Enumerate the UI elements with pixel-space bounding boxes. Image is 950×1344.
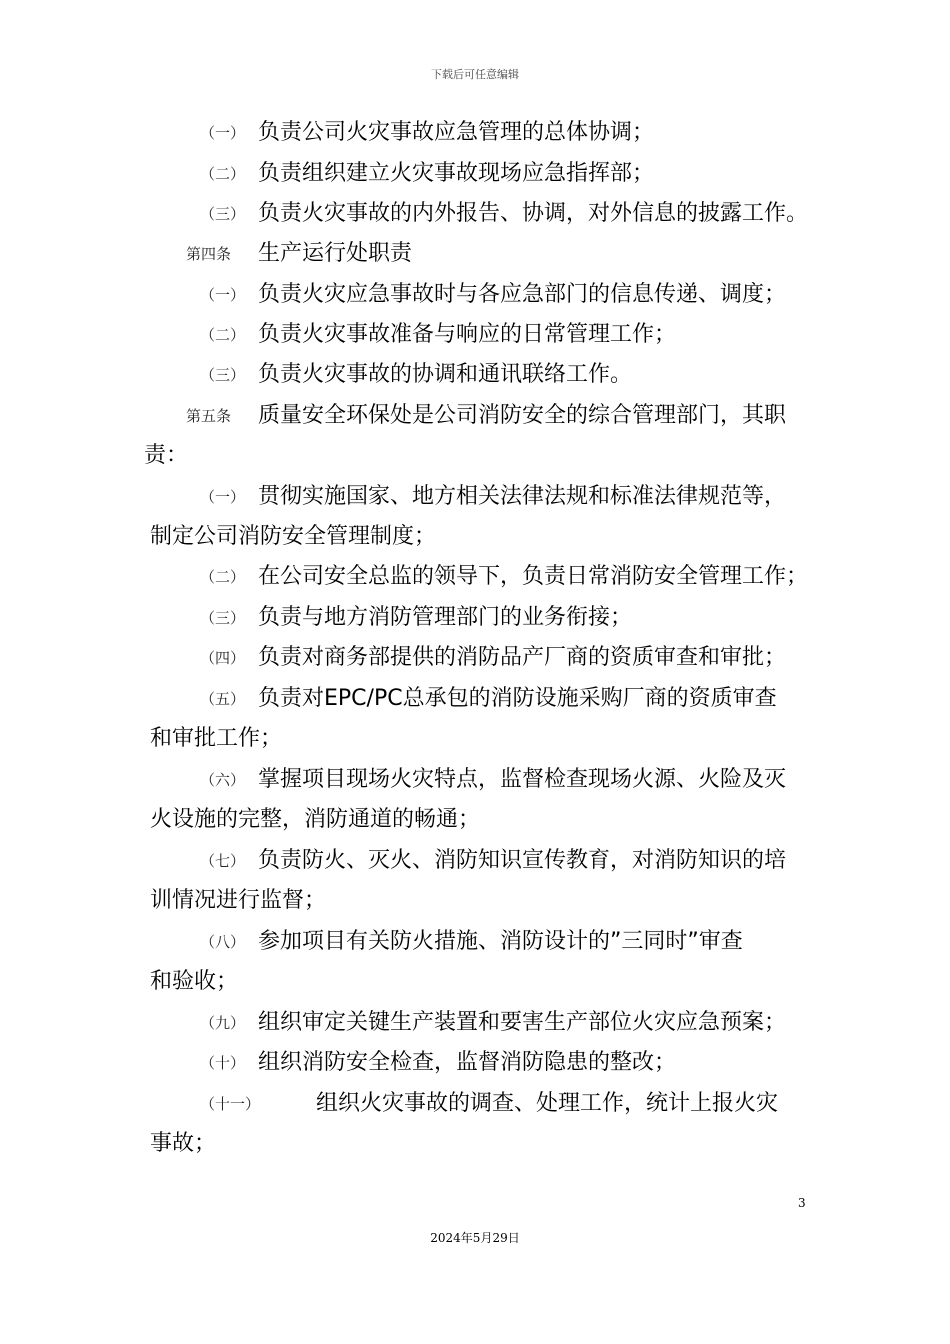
item-text: 训情况进行监督； xyxy=(150,888,327,913)
item-marker: （二） xyxy=(200,568,246,586)
item-text: 组织消防安全检查，监督消防隐患的整改； xyxy=(258,1050,677,1075)
item-text: 组织火灾事故的调查、处理工作，统计上报火灾 xyxy=(316,1091,779,1116)
article-marker: 第四条 xyxy=(186,245,232,263)
item-marker: （二） xyxy=(200,165,246,183)
article-text: 质量安全环保处是公司消防安全的综合管理部门，其职 xyxy=(258,403,787,428)
item-text: 负责火灾事故的内外报告、协调，对外信息的披露工作。 xyxy=(258,201,809,226)
item-marker: （四） xyxy=(200,649,246,667)
item-marker: （六） xyxy=(200,771,246,789)
item-text: 负责防火、灭火、消防知识宣传教育，对消防知识的培 xyxy=(258,848,787,873)
item-marker: （十一） xyxy=(200,1095,261,1113)
item-marker: （二） xyxy=(200,326,246,344)
article-title: 生产运行处职责 xyxy=(258,241,413,266)
item-text: 组织审定关键生产装置和要害生产部位火灾应急预案； xyxy=(258,1010,787,1035)
item-text: 负责与地方消防管理部门的业务衔接； xyxy=(258,605,633,630)
article-marker: 第五条 xyxy=(186,407,232,425)
item-text: 负责对商务部提供的消防品产厂商的资质审查和审批； xyxy=(258,645,787,670)
item-text: 在公司安全总监的领导下，负责日常消防安全管理工作； xyxy=(258,564,809,589)
item-marker: （一） xyxy=(200,488,246,506)
item-text: 负责公司火灾事故应急管理的总体协调； xyxy=(258,120,655,145)
item-marker: （一） xyxy=(200,286,246,304)
item-text: 负责火灾事故准备与响应的日常管理工作； xyxy=(258,322,677,347)
item-text: 负责火灾事故的协调和通讯联络工作。 xyxy=(258,362,633,387)
item-text: 负责组织建立火灾事故现场应急指挥部； xyxy=(258,161,655,186)
item-text: 事故； xyxy=(150,1131,217,1156)
item-marker: （八） xyxy=(200,933,246,951)
item-text: 责： xyxy=(144,443,189,468)
item-text: 制定公司消防安全管理制度； xyxy=(150,524,437,549)
item-text: 参加项目有关防火措施、消防设计的”三同时”审查 xyxy=(258,929,743,954)
item-text: 掌握项目现场火灾特点，监督检查现场火源、火险及灭 xyxy=(258,767,787,792)
item-text: 和验收； xyxy=(150,969,239,994)
item-marker: （三） xyxy=(200,609,246,627)
item-marker: （一） xyxy=(200,124,246,142)
page-footer-date: 2024年5月29日 xyxy=(430,1231,520,1245)
page-number: 3 xyxy=(798,1196,806,1210)
item-text: 贯彻实施国家、地方相关法律法规和标准法律规范等， xyxy=(258,484,787,509)
item-marker: （五） xyxy=(200,690,246,708)
item-text: 负责火灾应急事故时与各应急部门的信息传递、调度； xyxy=(258,282,787,307)
item-marker: （三） xyxy=(200,205,246,223)
item-text: 负责对EPC/PC总承包的消防设施采购厂商的资质审查 xyxy=(258,686,777,711)
item-text: 火设施的完整，消防通道的畅通； xyxy=(150,807,481,832)
page-header: 下载后可任意编辑 xyxy=(431,68,519,81)
item-marker: （三） xyxy=(200,366,246,384)
item-text: 和审批工作； xyxy=(150,726,283,751)
item-marker: （九） xyxy=(200,1014,246,1032)
item-marker: （七） xyxy=(200,852,246,870)
item-marker: （十） xyxy=(200,1054,246,1072)
